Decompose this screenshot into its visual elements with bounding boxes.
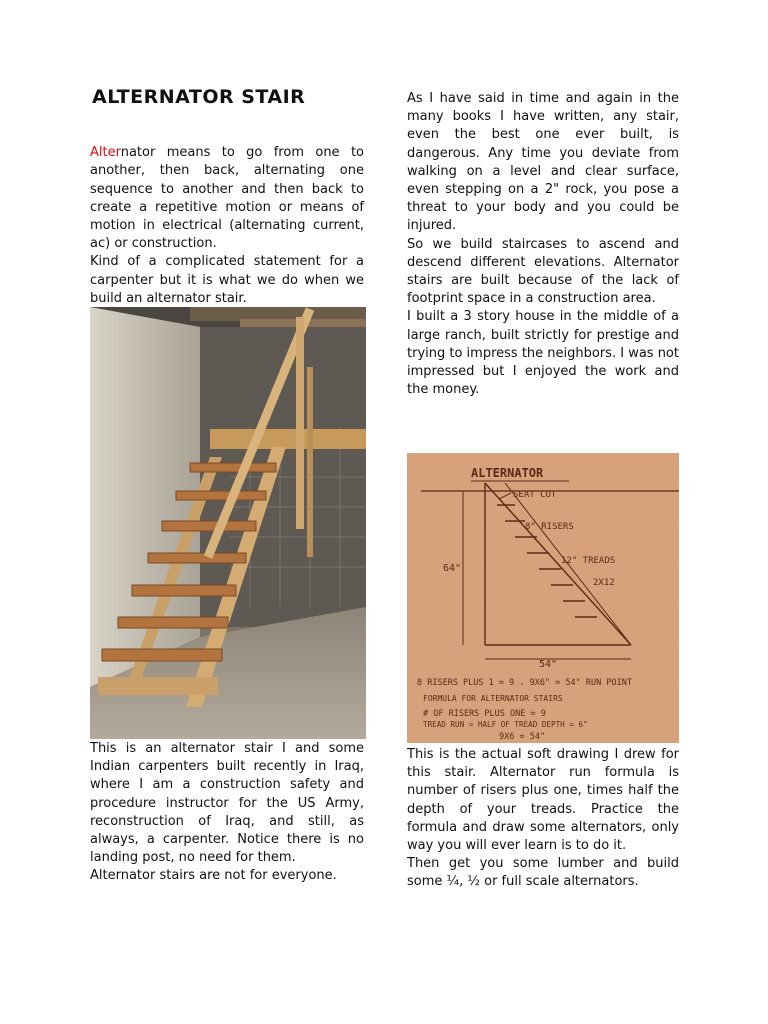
right-paragraph-3: I built a 3 story house in the middle of a large ranch, built strictly for prestige and trying to impress the neighbors. I was not impressed but I enjoyed the work and the money. <box>407 309 679 398</box>
drawing-treads: 12" TREADS <box>561 556 616 566</box>
intro-paragraph <box>90 144 364 253</box>
drawing-line-4: TREAD RUN = HALF OF TREAD DEPTH = 6" <box>423 720 588 729</box>
left-column <box>90 88 364 308</box>
drawing-seat-cut: SEAT CUT <box>513 490 557 500</box>
drawing-line-5: 9X6 = 54" <box>499 732 546 742</box>
alternator-drawing <box>407 453 679 743</box>
page-title: ALTERNATOR STAIR <box>92 86 306 108</box>
drawing-caption <box>407 746 679 892</box>
drawing-caption-paragraph-2: Then get you some lumber and build some ¼, ½ or full scale alternators. <box>407 856 679 890</box>
stair-photo-illustration <box>90 307 366 739</box>
drawing-heading: ALTERNATOR <box>471 466 544 480</box>
drawing-line-2: FORMULA FOR ALTERNATOR STAIRS <box>423 694 563 703</box>
intro-second-paragraph: Kind of a complicated statement for a carpenter but it is what we do when we build an alternator stair. <box>90 254 364 306</box>
drawing-line-1: 8 RISERS PLUS 1 = 9 . 9X6" = 54" RUN POINT <box>417 678 632 688</box>
photo-caption-paragraph-2: Alternator stairs are not for everyone. <box>90 868 337 884</box>
photo-caption-paragraph-1: This is an alternator stair I and some Indian carpenters built recently in Iraq, where I am a construction safety and procedure instructor for the US Army, reconstruction of Iraq, and still, as always, a carpenter. Notice there is no landing post, no need for them. <box>90 741 364 866</box>
drawing-caption-paragraph-1: This is the actual soft drawing I drew for this stair. Alternator run formula is number of risers plus one, times half the depth of your treads. Practice the formula and draw some alternators, only way you will ever learn is to do it. <box>407 747 679 854</box>
stair-photo <box>90 307 366 739</box>
drawing-line-3: # OF RISERS PLUS ONE = 9 <box>423 709 546 719</box>
right-paragraph-1: As I have said in time and again in the many books I have written, any stair, even the best one ever built, is dangerous. Any time you deviate from walking on a level and clear surface, even stepping on a 2" rock, you pose a threat to your body and you could be injured. <box>407 91 679 234</box>
drawing-run: 54" <box>539 659 558 670</box>
drawing-sketch <box>407 453 679 743</box>
intro-rest: nator means to go from one to another, then back, alternating one sequence to another and then back to create a repetitive motion or means of motion in electrical (alternating current, ac) or construction. <box>90 145 364 252</box>
drawing-risers: 8" RISERS <box>525 522 574 532</box>
right-column <box>407 90 679 399</box>
drawing-lumber: 2X12 <box>593 578 615 588</box>
accent-word: Alter <box>90 145 121 161</box>
right-paragraph-2: So we build staircases to ascend and descend different elevations. Alternator stairs are built because of the lack of footprint space in a construction area. <box>407 236 679 307</box>
drawing-height: 64" <box>443 563 462 574</box>
photo-caption <box>90 740 364 886</box>
